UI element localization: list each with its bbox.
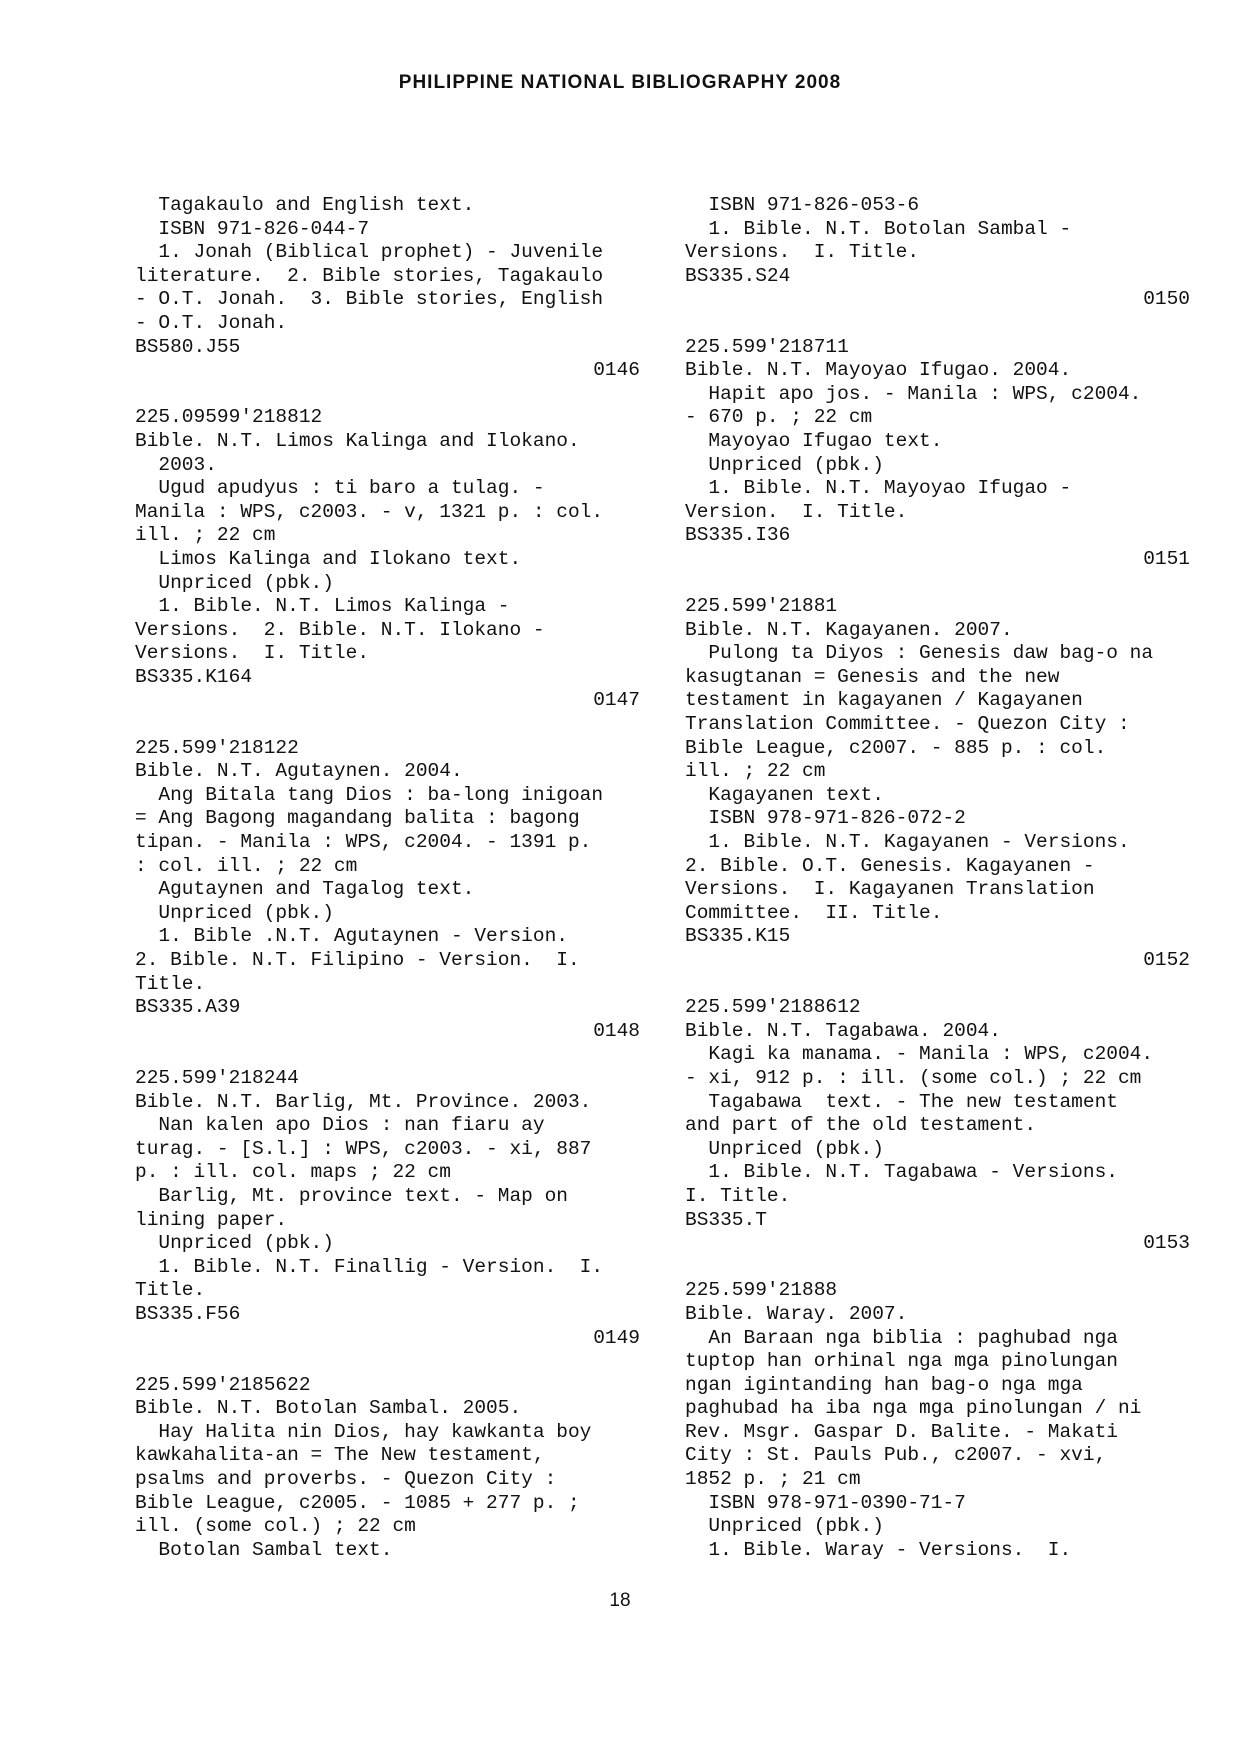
text-line: kasugtanan = Genesis and the new bbox=[685, 665, 1060, 688]
text-line: Bible. N.T. Kagayanen. 2007. bbox=[685, 618, 1013, 641]
text-line: ill. ; 22 cm bbox=[135, 524, 276, 547]
text-line: p. : ill. col. maps ; 22 cm bbox=[135, 1161, 451, 1184]
text-line: Unpriced (pbk.) bbox=[135, 571, 334, 594]
text-line: Bible. N.T. Agutaynen. 2004. bbox=[135, 760, 463, 783]
text-line: Agutaynen and Tagalog text. bbox=[135, 878, 475, 901]
text-line: City : St. Pauls Pub., c2007. - xvi, bbox=[685, 1444, 1107, 1467]
text-line: Bible. Waray. 2007. bbox=[685, 1302, 908, 1325]
text-line: Bible. N.T. Barlig, Mt. Province. 2003. bbox=[135, 1090, 592, 1113]
text-line: : col. ill. ; 22 cm bbox=[135, 854, 358, 877]
text-line: 1. Bible. N.T. Kagayanen - Versions. bbox=[685, 831, 1130, 854]
text-line: Versions. I. Kagayanen Translation bbox=[685, 878, 1095, 901]
text-line: tipan. - Manila : WPS, c2004. - 1391 p. bbox=[135, 831, 592, 854]
entry-number: 0146 bbox=[593, 359, 640, 382]
text-line bbox=[135, 713, 640, 737]
text-line: 1. Bible. N.T. Limos Kalinga - bbox=[135, 595, 510, 618]
text-line: Kagi ka manama. - Manila : WPS, c2004. bbox=[685, 1043, 1154, 1066]
text-line: 225.599'2188612 bbox=[685, 996, 861, 1019]
text-line: literature. 2. Bible stories, Tagakaulo bbox=[135, 264, 604, 287]
text-line bbox=[135, 1350, 640, 1374]
text-line: Title. bbox=[135, 972, 206, 995]
text-line: Unpriced (pbk.) bbox=[685, 453, 884, 476]
text-line: Bible League, c2007. - 885 p. : col. bbox=[685, 736, 1107, 759]
text-line: - O.T. Jonah. bbox=[135, 311, 288, 334]
text-line: Nan kalen apo Dios : nan fiaru ay bbox=[135, 1114, 545, 1137]
entry-number: 0153 bbox=[1143, 1232, 1190, 1255]
text-line: ISBN 978-971-0390-71-7 bbox=[685, 1491, 966, 1514]
text-line: 225.599'218122 bbox=[135, 736, 299, 759]
text-line: BS335.I36 bbox=[685, 524, 791, 547]
text-line bbox=[685, 1256, 1190, 1280]
text-line: Title. bbox=[135, 1279, 206, 1302]
text-line: I. Title. bbox=[685, 1184, 791, 1207]
entry-number: 0151 bbox=[1143, 547, 1190, 570]
text-line: - 670 p. ; 22 cm bbox=[685, 406, 873, 429]
text-line: Mayoyao Ifugao text. bbox=[685, 429, 943, 452]
text-line: Tagakaulo and English text. bbox=[135, 194, 475, 216]
text-line: Unpriced (pbk.) bbox=[685, 1515, 884, 1538]
text-line: BS335.T bbox=[685, 1208, 767, 1231]
text-line: Hapit apo jos. - Manila : WPS, c2004. bbox=[685, 382, 1142, 405]
page-header: PHILIPPINE NATIONAL BIBLIOGRAPHY 2008 bbox=[398, 72, 842, 93]
text-line: Rev. Msgr. Gaspar D. Balite. - Makati bbox=[685, 1420, 1118, 1443]
text-line: ill. (some col.) ; 22 cm bbox=[135, 1515, 416, 1538]
text-line: 225.599'218711 bbox=[685, 335, 849, 358]
text-line: 225.599'218244 bbox=[135, 1066, 299, 1089]
text-line: 1. Jonah (Biblical prophet) - Juvenile bbox=[135, 241, 604, 264]
text-line: Bible. N.T. Limos Kalinga and Ilokano. bbox=[135, 429, 580, 452]
text-line: Unpriced (pbk.) bbox=[135, 1232, 334, 1255]
text-line: Committee. II. Title. bbox=[685, 901, 943, 924]
text-line: Barlig, Mt. province text. - Map on bbox=[135, 1184, 568, 1207]
text-line: Tagabawa text. - The new testament bbox=[685, 1090, 1118, 1113]
text-line: BS335.F56 bbox=[135, 1302, 241, 1325]
text-line: 1. Bible .N.T. Agutaynen - Version. bbox=[135, 925, 568, 948]
text-line: Bible League, c2005. - 1085 + 277 p. ; bbox=[135, 1491, 580, 1514]
text-line bbox=[685, 572, 1190, 596]
text-line: An Baraan nga biblia : paghubad nga bbox=[685, 1326, 1118, 1349]
text-line: ISBN 978-971-826-072-2 bbox=[685, 807, 966, 830]
text-line: BS580.J55 bbox=[135, 335, 241, 358]
text-line: 1. Bible. N.T. Mayoyao Ifugao - bbox=[685, 477, 1072, 500]
text-line bbox=[685, 312, 1190, 336]
text-line: Versions. 2. Bible. N.T. Ilokano - bbox=[135, 618, 545, 641]
text-line: ISBN 971-826-053-6 bbox=[685, 194, 920, 216]
text-line: 225.599'21888 bbox=[685, 1279, 838, 1302]
text-line: Botolan Sambal text. bbox=[135, 1538, 393, 1561]
text-line: 225.09599'218812 bbox=[135, 406, 323, 429]
text-line: Version. I. Title. bbox=[685, 500, 908, 523]
text-line: lining paper. bbox=[135, 1208, 288, 1231]
text-line: Bible. N.T. Botolan Sambal. 2005. bbox=[135, 1397, 522, 1420]
text-line: ill. ; 22 cm bbox=[685, 760, 826, 783]
right-column bbox=[685, 194, 1190, 1562]
text-line: turag. - [S.l.] : WPS, c2003. - xi, 887 bbox=[135, 1137, 592, 1160]
text-line: kawkahalita-an = The New testament, bbox=[135, 1444, 545, 1467]
text-line: Unpriced (pbk.) bbox=[685, 1137, 884, 1160]
text-line: 1. Bible. Waray - Versions. I. bbox=[685, 1538, 1072, 1561]
text-line: Manila : WPS, c2003. - v, 1321 p. : col. bbox=[135, 500, 604, 523]
text-line: Translation Committee. - Quezon City : bbox=[685, 713, 1130, 736]
entry-number: 0150 bbox=[1143, 288, 1190, 311]
entry-number: 0152 bbox=[1143, 949, 1190, 971]
text-line: paghubad ha iba nga mga pinolungan / ni bbox=[685, 1397, 1142, 1420]
text-line: Pulong ta Diyos : Genesis daw bag-o na bbox=[685, 642, 1154, 665]
text-line: - O.T. Jonah. 3. Bible stories, English bbox=[135, 288, 604, 311]
text-line: Kagayanen text. bbox=[685, 783, 884, 806]
page-number: 18 bbox=[609, 1590, 631, 1611]
text-line: 2003. bbox=[135, 453, 217, 476]
text-line: Ang Bitala tang Dios : ba-long inigoan bbox=[135, 783, 604, 806]
text-line: 1852 p. ; 21 cm bbox=[685, 1468, 861, 1491]
text-line: BS335.K164 bbox=[135, 665, 253, 688]
text-line: Unpriced (pbk.) bbox=[135, 901, 334, 924]
text-line: 1. Bible. N.T. Tagabawa - Versions. bbox=[685, 1161, 1118, 1184]
text-line: 1. Bible. N.T. Botolan Sambal - bbox=[685, 217, 1072, 240]
text-line bbox=[135, 1043, 640, 1067]
text-line: Versions. I. Title. bbox=[685, 241, 920, 264]
text-line: 2. Bible. N.T. Filipino - Version. I. bbox=[135, 949, 580, 971]
text-line bbox=[685, 973, 1190, 997]
text-line: Ugud apudyus : ti baro a tulag. - bbox=[135, 477, 545, 500]
text-line: Bible. N.T. Mayoyao Ifugao. 2004. bbox=[685, 359, 1072, 382]
text-line: = Ang Bagong magandang balita : bagong bbox=[135, 807, 580, 830]
text-line: 2. Bible. O.T. Genesis. Kagayanen - bbox=[685, 854, 1095, 877]
text-line: 1. Bible. N.T. Finallig - Version. I. bbox=[135, 1255, 604, 1278]
text-line: BS335.K15 bbox=[685, 925, 791, 948]
text-line: BS335.A39 bbox=[135, 996, 241, 1019]
text-line bbox=[135, 383, 640, 407]
entry-number: 0149 bbox=[593, 1326, 640, 1349]
text-line: tuptop han orhinal nga mga pinolungan bbox=[685, 1350, 1118, 1373]
text-line: Hay Halita nin Dios, hay kawkanta boy bbox=[135, 1420, 592, 1443]
text-line: testament in kagayanen / Kagayanen bbox=[685, 689, 1083, 712]
entry-number: 0148 bbox=[593, 1019, 640, 1042]
text-line: 225.599'2185622 bbox=[135, 1373, 311, 1396]
entry-number: 0147 bbox=[593, 689, 640, 712]
text-line: and part of the old testament. bbox=[685, 1114, 1037, 1137]
text-line: 225.599'21881 bbox=[685, 595, 838, 618]
text-line: ngan igintanding han bag-o nga mga bbox=[685, 1373, 1083, 1396]
left-column bbox=[135, 194, 640, 1562]
text-line: psalms and proverbs. - Quezon City : bbox=[135, 1468, 557, 1491]
text-line: Versions. I. Title. bbox=[135, 642, 370, 665]
text-line: - xi, 912 p. : ill. (some col.) ; 22 cm bbox=[685, 1066, 1142, 1089]
text-line: Bible. N.T. Tagabawa. 2004. bbox=[685, 1019, 1001, 1042]
text-line: Limos Kalinga and Ilokano text. bbox=[135, 547, 522, 570]
text-line: ISBN 971-826-044-7 bbox=[135, 217, 370, 240]
text-line: BS335.S24 bbox=[685, 264, 791, 287]
